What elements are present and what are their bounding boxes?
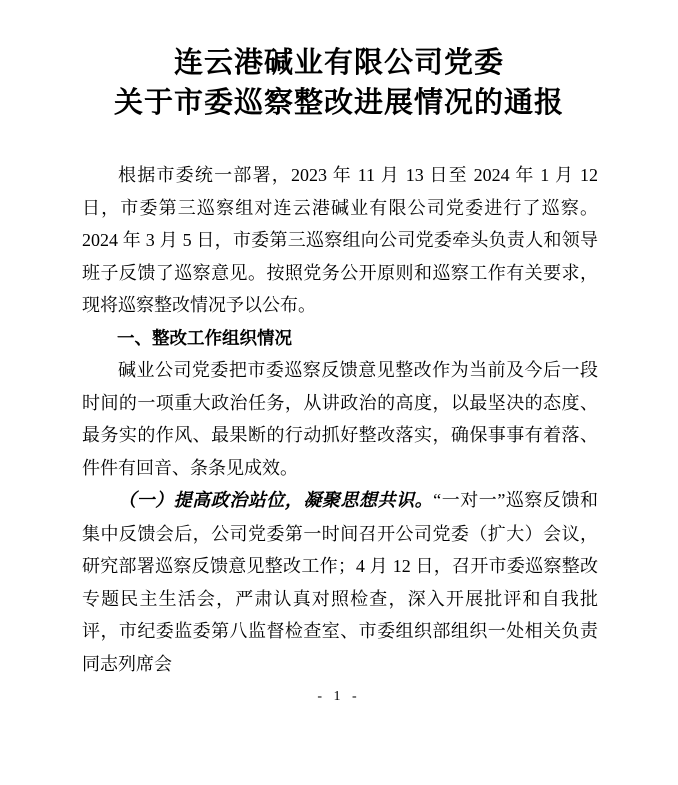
page-number: - 1 -: [317, 689, 361, 704]
section-heading-1: 一、整改工作组织情况: [117, 327, 292, 348]
document-title-line-1: 连云港碱业有限公司党委: [173, 45, 504, 79]
paragraph-section1-item1: [82, 484, 598, 680]
document-title-line-2: 关于市委巡察整改进展情况的通报: [113, 85, 564, 119]
paragraph-item1-text: “一对一”巡察反馈和集中反馈会后，公司党委第一时间召开公司党委（扩大）会议，研究部署巡察反馈意见整改工作；4 月 12 日，召开市委巡察整改专题民主生活会，严肃认真对照检查，深入开展批评和自我批评，市纪委监委第八监督检查室、市委组织部组织一处相关负责同志列席会: [82, 490, 599, 674]
paragraph-item1-lead: （一）提高政治站位，凝聚思想共识。: [118, 490, 434, 511]
document-body: [82, 159, 598, 680]
document-title: [0, 42, 678, 122]
paragraph-section1-overview: 碱业公司党委把市委巡察反馈意见整改作为当前及今后一段时间的一项重大政治任务，从讲政治的高度，以最坚决的态度、最务实的作风、最果断的行动抓好整改落实，确保事事有着落、件件有回音、条条见成效。: [82, 360, 598, 478]
paragraph-intro: 根据市委统一部署，2023 年 11 月 13 日至 2024 年 1 月 12 日，市委第三巡察组对连云港碱业有限公司党委进行了巡察。2024 年 3 月 5 日，市委第三巡察组向公司党委牵头负责人和领导班子反馈了巡察意见。按照党务公开原则和巡察工作有关要求，现将巡察整改情况予以公布。: [82, 165, 598, 315]
